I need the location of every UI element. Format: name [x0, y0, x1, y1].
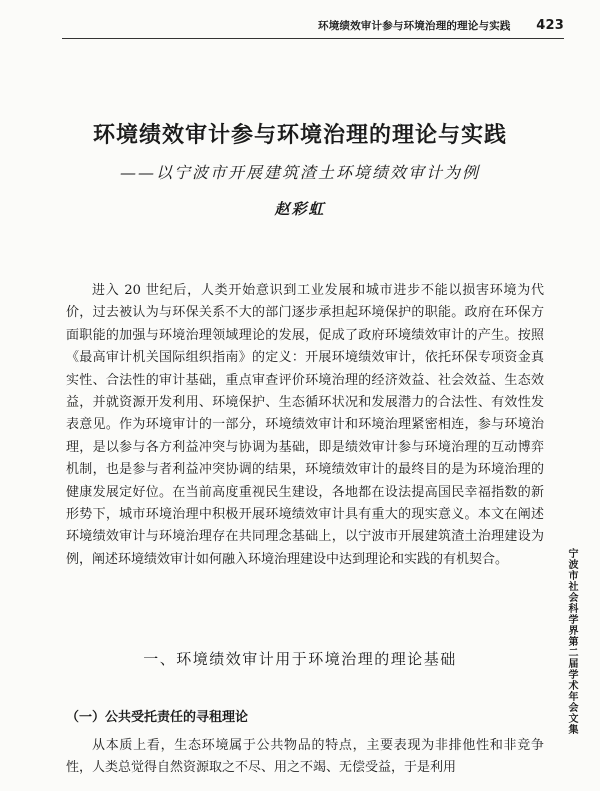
subsection-heading: （一）公共受托责任的寻租理论	[66, 710, 249, 725]
section-heading: 一、环境绩效审计用于环境治理的理论基础	[143, 650, 457, 668]
article-subtitle: ——以宁波市开展建筑渣土环境绩效审计为例	[119, 163, 480, 182]
article-title: 环境绩效审计参与环境治理的理论与实践	[92, 122, 507, 148]
side-note: 宁波市社会科学界第二届学术年会文集	[566, 548, 577, 735]
intro-paragraph: 进入 20 世纪后，人类开始意识到工业发展和城市进步不能以损害环境为代价，过去被认为与环保关系不大的部门逐步承担起环境保护的职能。政府在环保方面职能的加强与环境治理领域理论的发展，促成了政府环境绩效审计的产生。按照《最高审计机关国际组织指南》的定义：开展环境绩效审计，依托环保专项资金真实性、合法性的审计基础，重点审查评价环境治理的经济效益、社会效益、生态效益，并就资源开发利用、环境保护、生态循环状况和发展潜力的合法性、有效性发表意见。作为环境审计的一部分，环境绩效审计和环境治理紧密相连，参与环境治理，是以参与各方利益冲突与协调为基础，即是绩效审计参与环境治理的互动博弈机制，也是参与者利益冲突协调的结果，环境绩效审计的最终目的是为环境治理的健康发展定好位。在当前高度重视民生建设，各地都在设法提高国民幸福指数的新形势下，城市环境治理中积极开展环境绩效审计具有重大的现实意义。本文在阐述环境绩效审计与环境治理存在共同理念基础上，以宁波市开展建筑渣土治理建设为例，阐述环境绩效审计如何融入环境治理建设中达到理论和实践的有机契合。	[66, 283, 544, 567]
author-name: 赵彩虹	[274, 200, 326, 218]
header-rule	[62, 38, 564, 39]
subsection-paragraph: 从本质上看，生态环境属于公共物品的特点，主要表现为非排他性和非竞争性，人类总觉得自然资源取之不尽、用之不竭、无偿受益，于是利用	[66, 738, 544, 776]
page-number: 423	[536, 18, 564, 33]
running-head-title: 环境绩效审计参与环境治理的理论与实践	[318, 20, 511, 32]
running-head	[318, 18, 564, 33]
